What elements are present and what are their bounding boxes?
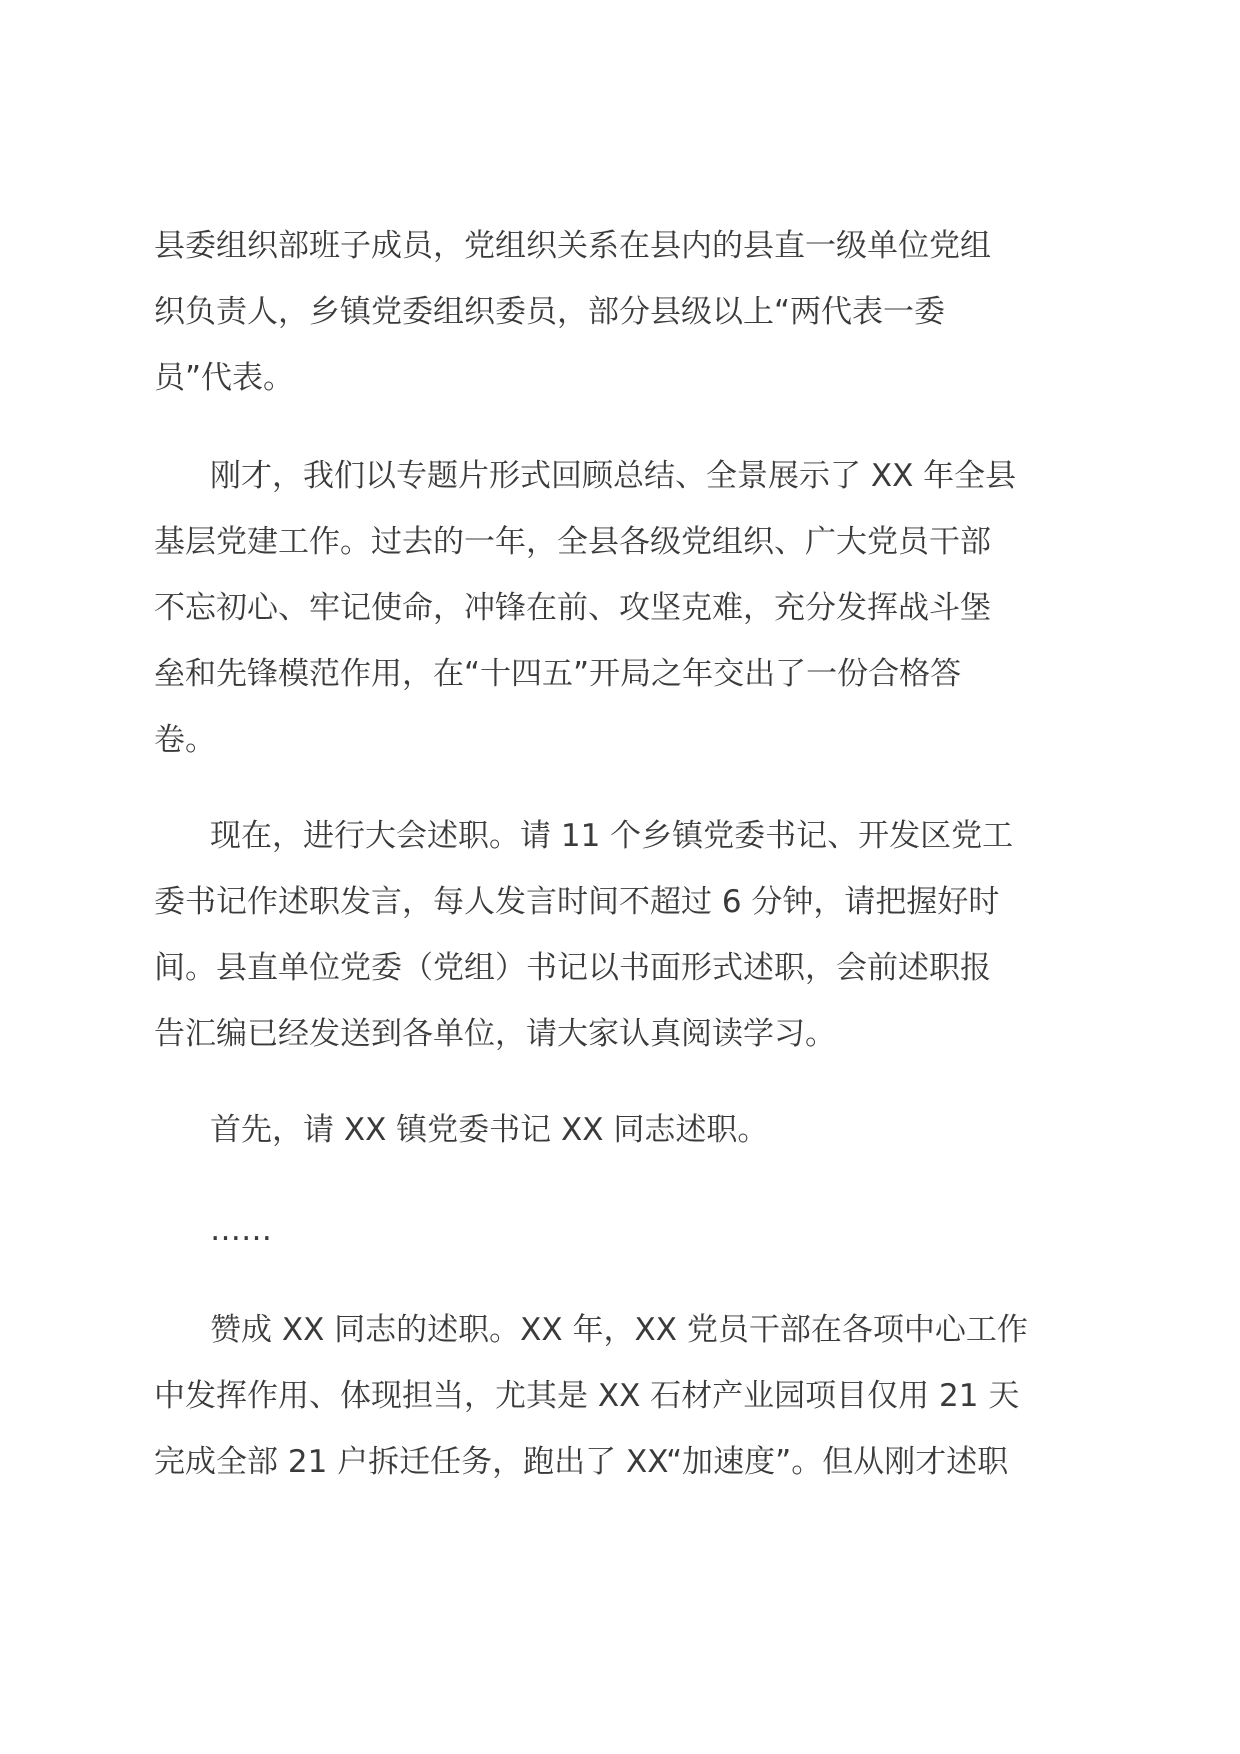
paragraph-4 bbox=[154, 1097, 1094, 1163]
text-line: 间。县直单位党委（党组）书记以书面形式述职，会前述职报 bbox=[154, 950, 991, 986]
text-line: 织负责人，乡镇党委组织委员，部分县级以上“两代表一委 bbox=[154, 294, 946, 330]
text-line: 完成全部 21 户拆迁任务，跑出了 XX“加速度”。但从刚才述职 bbox=[154, 1444, 1009, 1480]
text-line: 垒和先锋模范作用，在“十四五”开局之年交出了一份合格答 bbox=[154, 656, 962, 692]
paragraph-1 bbox=[154, 213, 1094, 411]
text-line: 刚才，我们以专题片形式回顾总结、全景展示了 XX 年全县 bbox=[210, 458, 1017, 494]
paragraph-ellipsis bbox=[154, 1197, 1094, 1263]
text-line: 赞成 XX 同志的述职。XX 年，XX 党员干部在各项中心工作 bbox=[210, 1312, 1028, 1348]
paragraph-2 bbox=[154, 443, 1094, 773]
text-line: 告汇编已经发送到各单位，请大家认真阅读学习。 bbox=[154, 1016, 836, 1052]
text-line: 卷。 bbox=[154, 722, 216, 758]
text-line: 基层党建工作。过去的一年，全县各级党组织、广大党员干部 bbox=[154, 524, 991, 560]
text-line: 委书记作述职发言，每人发言时间不超过 6 分钟，请把握好时 bbox=[154, 884, 1000, 920]
text-line: 不忘初心、牢记使命，冲锋在前、攻坚克难，充分发挥战斗堡 bbox=[154, 590, 991, 626]
text-line: 县委组织部班子成员，党组织关系在县内的县直一级单位党组 bbox=[154, 228, 991, 264]
paragraph-6 bbox=[154, 1297, 1094, 1495]
text-line: 中发挥作用、体现担当，尤其是 XX 石材产业园项目仅用 21 天 bbox=[154, 1378, 1020, 1414]
paragraph-3 bbox=[154, 803, 1094, 1067]
text-line: 首先，请 XX 镇党委书记 XX 同志述职。 bbox=[210, 1112, 769, 1148]
text-line: 现在，进行大会述职。请 11 个乡镇党委书记、开发区党工 bbox=[210, 818, 1014, 854]
text-line: 员”代表。 bbox=[154, 360, 295, 396]
text-line: …… bbox=[210, 1212, 272, 1248]
